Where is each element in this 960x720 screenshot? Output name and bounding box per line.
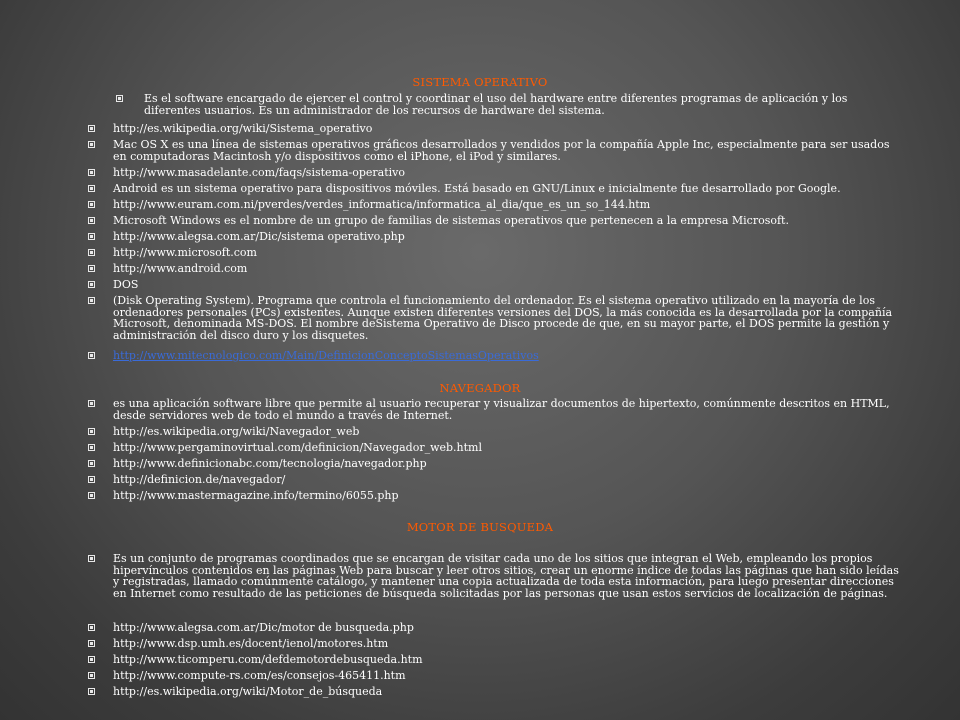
bullet-icon — [88, 281, 95, 288]
bullet-icon — [88, 400, 95, 407]
bullet-icon — [88, 672, 95, 679]
nav-item-link: http://www.definicionabc.com/tecnologia/navegador.php — [86, 458, 901, 470]
nav-item-link: http://definicion.de/navegador/ — [86, 474, 901, 486]
bullet-icon — [88, 297, 95, 304]
heading-sistema-operativo: SISTEMA OPERATIVO — [412, 75, 548, 89]
so-item-link: http://es.wikipedia.org/wiki/Sistema_operativo — [86, 123, 901, 135]
bullet-icon — [88, 640, 95, 647]
motor-item-link: http://es.wikipedia.org/wiki/Motor_de_búsqueda — [86, 686, 901, 698]
bullet-icon — [88, 185, 95, 192]
bullet-icon — [88, 141, 95, 148]
bullet-icon — [88, 233, 95, 240]
bullet-icon — [88, 169, 95, 176]
bullet-icon — [88, 656, 95, 663]
heading-motor-de-busqueda: MOTOR DE BUSQUEDA — [406, 520, 554, 534]
bullet-icon — [88, 492, 95, 499]
bullet-icon — [88, 624, 95, 631]
heading-navegador: NAVEGADOR — [439, 381, 521, 395]
nav-item-definition: es una aplicación software libre que permite al usuario recuperar y visualizar documentos de hipertexto, comúnmente descritos en HTML, desde servidores web de todo el mundo a través de Internet. — [86, 398, 901, 421]
so-item-macos: Mac OS X es una línea de sistemas operativos gráficos desarrollados y vendidos por la compañía Apple Inc, especialmente para ser usados en computadoras Macintosh y/o dispositivos como el iPhone, el iPod y similares. — [86, 139, 901, 162]
nav-item-link: http://www.mastermagazine.info/termino/6055.php — [86, 490, 901, 502]
nav-item-link: http://es.wikipedia.org/wiki/Navegador_web — [86, 426, 901, 438]
bullet-icon — [88, 476, 95, 483]
nav-item-link: http://www.pergaminovirtual.com/definicion/Navegador_web.html — [86, 442, 901, 454]
bullet-icon — [88, 217, 95, 224]
motor-item-link: http://www.ticomperu.com/defdemotordebusqueda.htm — [86, 654, 901, 666]
bullet-icon — [88, 428, 95, 435]
bullet-icon — [88, 352, 95, 359]
bullet-icon — [88, 555, 95, 562]
so-item-android: Android es un sistema operativo para dispositivos móviles. Está basado en GNU/Linux e inicialmente fue desarrollado por Google. — [86, 183, 901, 195]
bullet-icon — [88, 460, 95, 467]
bullet-icon — [88, 249, 95, 256]
motor-item-link: http://www.compute-rs.com/es/consejos-465411.htm — [86, 670, 901, 682]
so-item-dos: DOS — [86, 279, 901, 291]
bullet-icon — [88, 125, 95, 132]
motor-item-link: http://www.alegsa.com.ar/Dic/motor de busqueda.php — [86, 622, 901, 634]
so-item-link: http://www.alegsa.com.ar/Dic/sistema operativo.php — [86, 231, 901, 243]
so-item-link: http://www.masadelante.com/faqs/sistema-operativo — [86, 167, 901, 179]
bullet-icon — [88, 444, 95, 451]
motor-item-definition: Es un conjunto de programas coordinados que se encargan de visitar cada uno de los sitios que integran el Web, empleando los propios hipervínculos contenidos en las páginas Web para buscar y leer otros sitios, crear un enorme índice de todas las páginas que han sido leídas y registradas, llamado comúnmente catálogo, y mantener una copia actualizada de toda esta información, para luego presentar direcciones en Internet como resultado de las peticiones de búsqueda solicitadas por las personas que usan estos servicios de localización de páginas. — [86, 553, 901, 599]
so-item-hyperlink — [86, 350, 901, 362]
so-item-definition: Es el software encargado de ejercer el control y coordinar el uso del hardware entre diferentes programas de aplicación y los diferentes usuarios. Es un administrador de los recursos de hardware del sistema. — [114, 93, 900, 116]
bullet-icon — [116, 95, 123, 102]
so-item-dos-definition: (Disk Operating System). Programa que controla el funcionamiento del ordenador. Es el sistema operativo utilizado en la mayoría de los ordenadores personales (PCs) existentes. Aunque existen diferentes versiones del DOS, la más conocida es la desarrollada por la compañía Microsoft, denominada MS-DOS. El nombre deSistema Operativo de Disco procede de que, en su mayor parte, el DOS permite la gestión y administración del disco duro y los disquetes. — [86, 295, 901, 341]
so-item-link: http://www.android.com — [86, 263, 901, 275]
so-item-link: http://www.euram.com.ni/pverdes/verdes_informatica/informatica_al_dia/que_es_un_so_144.htm — [86, 199, 901, 211]
bullet-icon — [88, 201, 95, 208]
motor-item-link: http://www.dsp.umh.es/docent/ienol/motores.htm — [86, 638, 901, 650]
bullet-icon — [88, 265, 95, 272]
so-item-windows: Microsoft Windows es el nombre de un grupo de familias de sistemas operativos que pertenecen a la empresa Microsoft. — [86, 215, 901, 227]
mitecnologico-link[interactable]: http://www.mitecnologico.com/Main/DefinicionConceptoSistemasOperativos — [113, 349, 539, 362]
bullet-icon — [88, 688, 95, 695]
so-item-link: http://www.microsoft.com — [86, 247, 901, 259]
